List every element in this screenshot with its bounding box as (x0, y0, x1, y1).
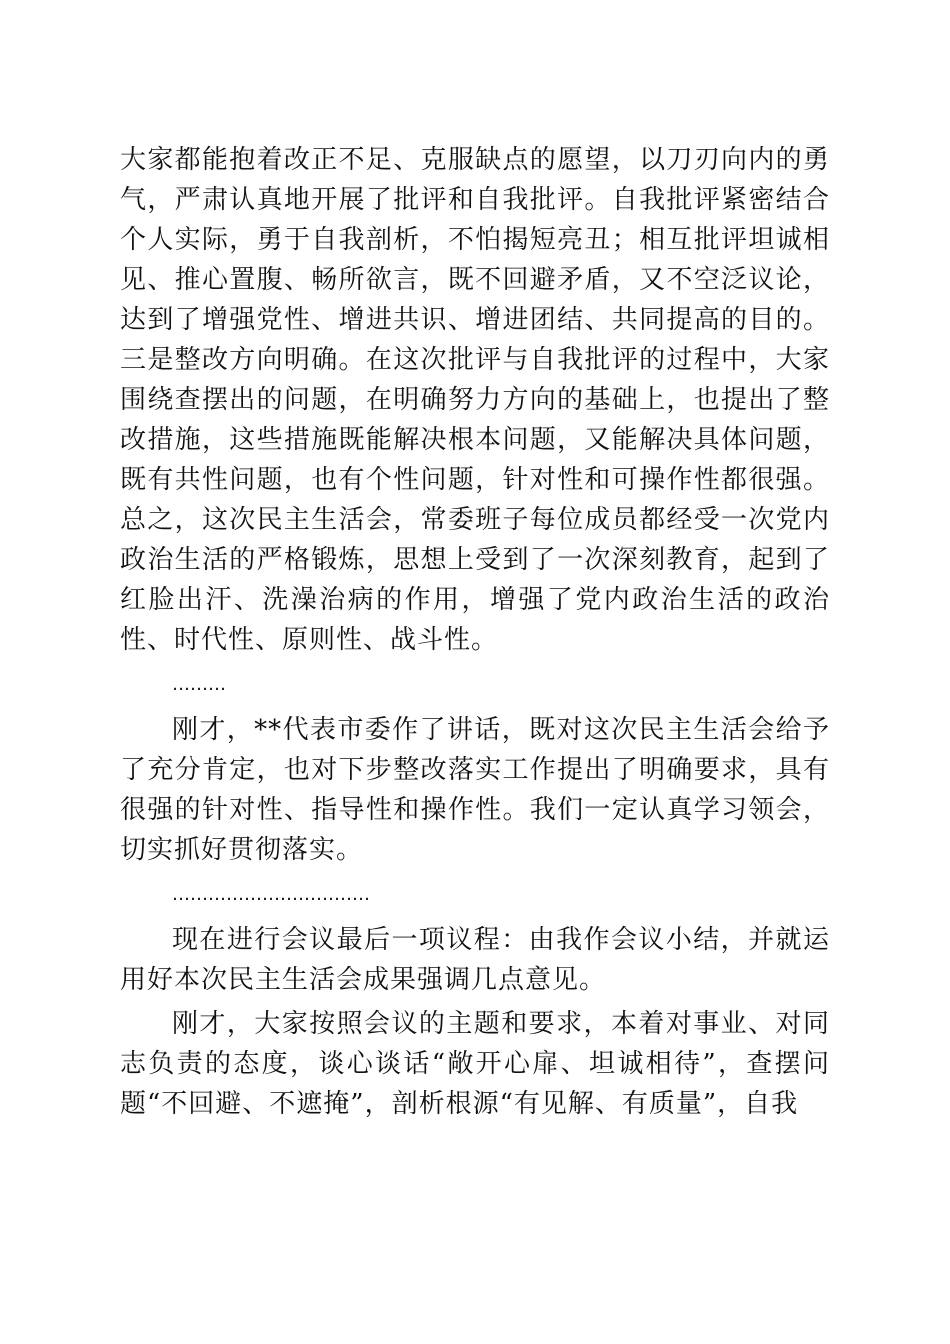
ellipsis-separator-1: ……… (172, 674, 226, 695)
paragraph-4: 刚才，大家按照会议的主题和要求，本着对事业、对同志负责的态度，谈心谈话“敞开心扉、坦诚相待”，查摆问题“不回避、不遮掩”，剖析根源“有见解、有质量”，自我 (120, 1009, 830, 1119)
paragraph-2: 刚才，**代表市委作了讲话，既对这次民主生活会给予了充分肯定，也对下步整改落实工作提出了明确要求，具有很强的针对性、指导性和操作性。我们一定认真学习领会，切实抓好贯彻落实。 (120, 715, 830, 865)
ellipsis-separator-2: …………………………… (172, 884, 370, 905)
document-body (120, 140, 830, 1124)
paragraph-1: 大家都能抱着改正不足、克服缺点的愿望，以刀刃向内的勇气，严肃认真地开展了批评和自我批评。自我批评紧密结合个人实际，勇于自我剖析，不怕揭短亮丑；相互批评坦诚相见、推心置腹、畅所欲言，既不回避矛盾，又不空泛议论，达到了增强党性、增进共识、增进团结、共同提高的目的。三是整改方向明确。在这次批评与自我批评的过程中，大家围绕查摆出的问题，在明确努力方向的基础上，也提出了整改措施，这些措施既能解决根本问题，又能解决具体问题，既有共性问题，也有个性问题，针对性和可操作性都很强。总之，这次民主生活会，常委班子每位成员都经受一次党内政治生活的严格锻炼，思想上受到了一次深刻教育，起到了红脸出汗、洗澡治病的作用，增强了党内政治生活的政治性、时代性、原则性、战斗性。 (120, 145, 830, 655)
paragraph-3: 现在进行会议最后一项议程：由我作会议小结，并就运用好本次民主生活会成果强调几点意见。 (120, 925, 830, 995)
